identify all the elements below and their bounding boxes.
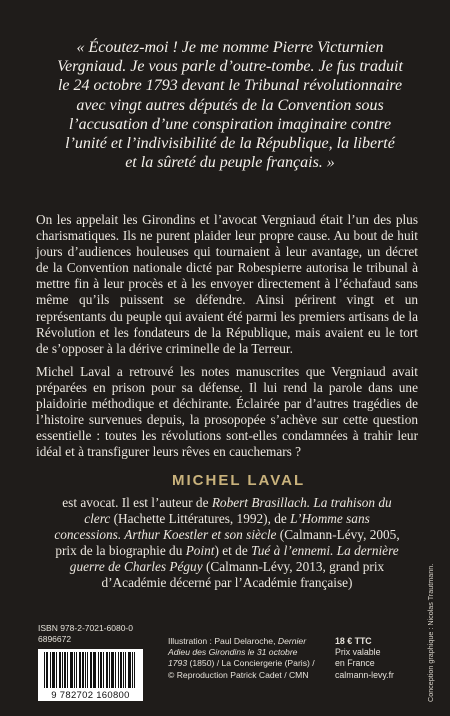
credit-text: Illustration : Paul Delaroche, (168, 636, 278, 646)
quote-line: l’accusation d’une conspiration imaginaire contre (68, 115, 392, 133)
barcode-bar (83, 652, 84, 688)
summary-paragraph-2 (36, 364, 418, 461)
barcode-bar (60, 652, 61, 688)
barcode-bar (123, 652, 124, 688)
quote-line: l’unité et l’indivisibilité de la République, la liberté (65, 135, 395, 153)
credit-text: (1850) / La Conciergerie (Paris) / © Reproduction Patrick Cadet / CMN (168, 658, 315, 680)
book-title: Tué à l’ennemi. La dernière guerre de Charles Péguy (69, 543, 399, 575)
barcode-bar (106, 652, 107, 688)
barcode-bar (125, 652, 126, 688)
barcode-bar (70, 652, 71, 688)
barcode-bar (132, 652, 133, 688)
barcode-bar (95, 652, 96, 688)
barcode-bar (107, 652, 108, 688)
price-region: en France (335, 658, 375, 669)
author-bio (52, 495, 402, 592)
barcode-bar (76, 652, 77, 688)
isbn-number: ISBN 978-2-7021-6080-0 (38, 623, 133, 633)
quote-line: et la sûreté du peuple français. » (125, 154, 335, 172)
summary-paragraph-1 (36, 212, 418, 357)
paragraph-text: On les appelait les Girondins et l’avocat Vergniaud était l’un des plus charismatiques. Ils ne purent plaider leur propre cause. Au bout de huit jours d’audiences houleuses qui tournaient à leur avantage, un décret de la Convention nationale dicté par Robespierre autorisa le tribunal à mettre fin à leur procès et à les envoyer directement à l’échafaud sans même qu’ils puissent se défendre. Ainsi périrent vingt et un représentants du peuple qui avaient été parmi les premiers artisans de la Révolution et les fondateurs de la République, mais avaient eu le tort de s’opposer à la dérive criminelle de la Terreur. (36, 212, 418, 356)
barcode-bar (64, 652, 65, 688)
barcode-bar (46, 652, 47, 688)
barcode-bar (113, 652, 114, 688)
author-name: MICHEL LAVAL (172, 472, 306, 489)
barcode-bar (134, 652, 135, 688)
bio-text: (Calmann-Lévy, 2005, prix de la biographie du (55, 527, 400, 559)
barcode-bar (101, 652, 102, 688)
barcode-bar (67, 652, 68, 688)
barcode-bar (44, 652, 45, 688)
barcode-bar (72, 652, 73, 688)
painting-title: Dernier Adieu des Girondins le 31 octobre 1793 (168, 636, 307, 669)
bio-text: est avocat. Il est l’auteur de (62, 495, 212, 510)
barcode-bar (74, 652, 75, 688)
barcode-bar (121, 652, 122, 688)
barcode-bars (38, 649, 143, 690)
opening-quote (40, 38, 420, 172)
quote-line: le 24 octobre 1793 devant le Tribunal révolutionnaire (57, 77, 403, 95)
design-credit: Conception graphique : Nicolas Trautmann. (426, 563, 435, 702)
barcode-bar (87, 652, 88, 688)
book-title: Robert Brasillach. La trahison du clerc (84, 495, 392, 527)
bio-text: (Calmann-Lévy, 2013, grand prix d’Académie décerné par l’Académie française) (101, 559, 385, 591)
quote-line: avec vingt autres députés de la Convention sous (76, 96, 384, 114)
barcode-bar (103, 652, 104, 688)
barcode-bar (130, 652, 131, 688)
barcode-bar (47, 652, 48, 688)
barcode-bar (98, 652, 99, 688)
barcode-bar (111, 652, 112, 688)
barcode-bar (85, 652, 86, 688)
illustration-credits (168, 636, 316, 681)
barcode-bar (90, 652, 91, 688)
barcode-bar (109, 652, 110, 688)
barcode-bar (59, 652, 60, 688)
bio-text: ) et de (214, 543, 252, 559)
barcode-bar (62, 652, 63, 688)
barcode-bar (50, 652, 51, 688)
barcode-bar (128, 652, 129, 688)
barcode-bar (82, 652, 83, 688)
quote-line: « Écoutez-moi ! Je me nomme Pierre Victurnien (76, 39, 384, 56)
bio-text: (Hachette Littératures, 1992), de (110, 511, 291, 527)
barcode-bar (118, 652, 119, 688)
price-amount: 18 € TTC (335, 636, 372, 646)
barcode-bar (79, 652, 80, 688)
barcode-bar (65, 652, 66, 688)
paragraph-text: Michel Laval a retrouvé les notes manuscrites que Vergniaud avait préparées en prison pour sa défense. Il lui rend la parole dans une plaidoirie méthodique et déchirante. Éclairée par d’autres tragédies de l’histoire survenues depuis, la prosopopée s’achève sur cette question essentielle : toutes les révolutions sont-elles condamnées à trahir leur idéal et à transfigurer leurs rêves en cauchemars ? (36, 364, 418, 460)
barcode-bar (80, 652, 81, 688)
barcode-bar (71, 652, 72, 688)
isbn-block (38, 623, 143, 701)
product-code: 6896672 (38, 634, 72, 644)
barcode-bar (115, 652, 116, 688)
magazine-title: Point (185, 543, 215, 559)
barcode (38, 649, 143, 701)
barcode-bar (112, 652, 113, 688)
quote-line: Vergniaud. Je vous parle d’outre-tombe. Je fus traduit (57, 58, 403, 76)
barcode-bar (93, 652, 94, 688)
barcode-bar (100, 652, 101, 688)
price-validity: Prix valable (335, 647, 381, 658)
book-title: L’Homme sans concessions. Arthur Koestler et son siècle (54, 511, 370, 543)
barcode-bar (53, 652, 54, 688)
barcode-bar (54, 652, 55, 688)
barcode-bar (56, 652, 57, 688)
barcode-bar (120, 652, 121, 688)
publisher-website: calmann-levy.fr (335, 669, 394, 680)
barcode-bar (94, 652, 95, 688)
barcode-bar (52, 652, 53, 688)
barcode-bar (129, 652, 130, 688)
barcode-bar (91, 652, 92, 688)
price-block (335, 636, 410, 681)
barcode-digits: 9 782702 160800 (38, 690, 143, 701)
